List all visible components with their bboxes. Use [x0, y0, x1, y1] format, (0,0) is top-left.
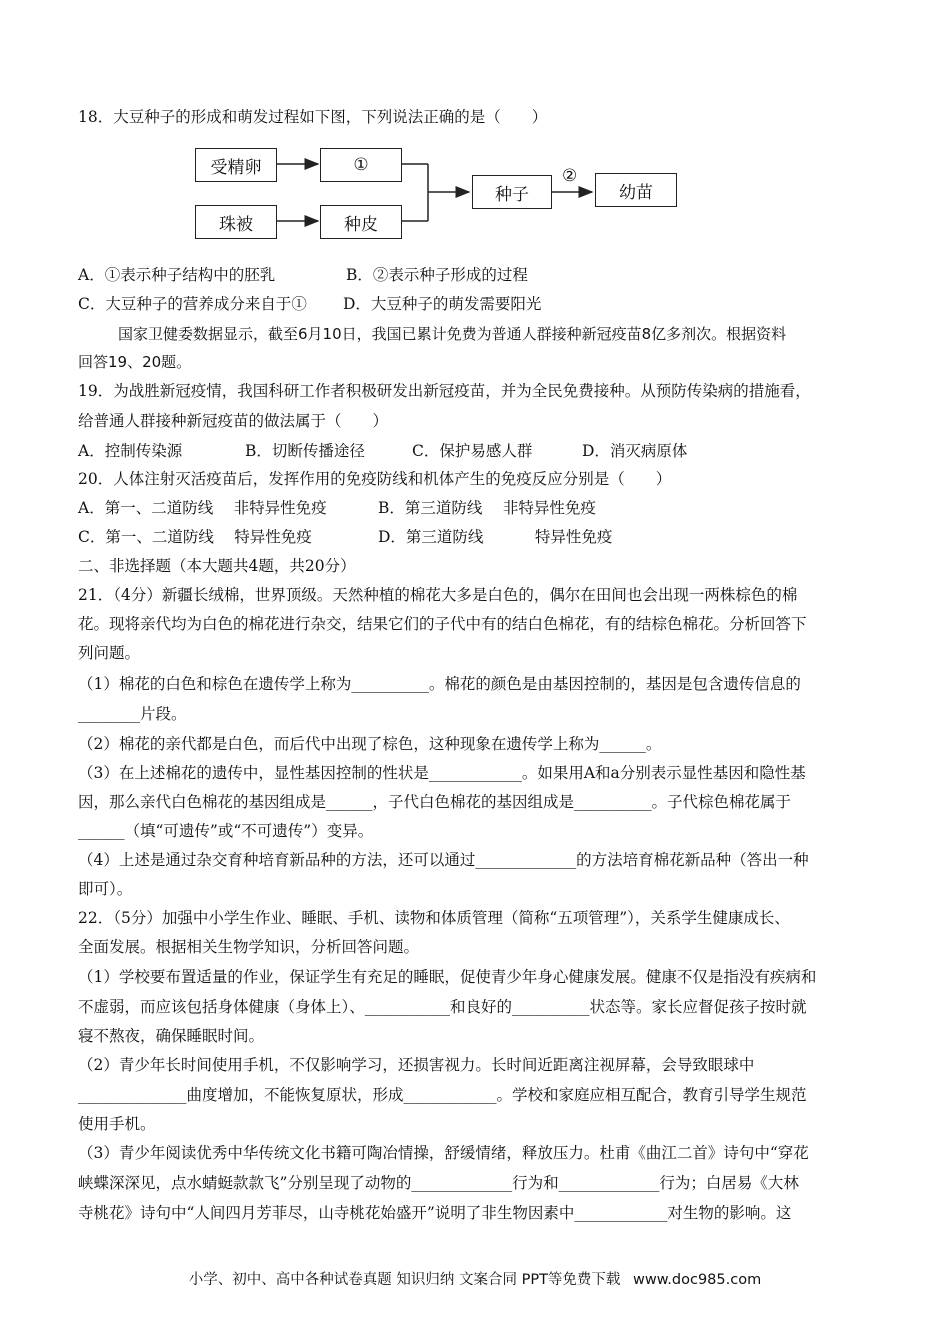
q18-options-row1 — [78, 264, 880, 286]
q20-stem: 20．人体注射灭活疫苗后，发挥作用的免疫防线和机体产生的免疫反应分别是（ ） — [78, 470, 672, 488]
footer-text: 小学、初中、高中各种试卷真题 知识归纳 文案合同 PPT等免费下载 — [188, 1272, 621, 1288]
q21-part4-line2: 即可）。 — [78, 880, 133, 898]
q21-part1-line1: （1）棉花的白色和棕色在遗传学上称为__________。棉花的颜色是由基因控制的，基因是包含遗传信息的 — [78, 675, 801, 693]
q20-options-row1 — [78, 497, 880, 519]
q22-part2-line1: （2）青少年长时间使用手机，不仅影响学习，还损害视力。长时间近距离注视屏幕，会导致眼球中 — [78, 1056, 755, 1074]
q19-option-a[interactable]: A．控制传染源 — [78, 442, 183, 460]
box-structure-1: ① — [320, 148, 402, 182]
q19-stem-line1: 19．为战胜新冠疫情，我国科研工作者积极研发出新冠疫苗，并为全民免费接种。从预防传染病的措施看， — [78, 382, 811, 400]
q18-stem: 18．大豆种子的形成和萌发过程如下图，下列说法正确的是（ ） — [78, 108, 548, 126]
q18-option-b[interactable]: B．②表示种子形成的过程 — [346, 266, 528, 284]
box-seedling: 幼苗 — [595, 173, 677, 207]
q22-stem-line2: 全面发展。根据相关生物学知识，分析回答问题。 — [78, 938, 420, 956]
q20-option-c[interactable]: C．第一、二道防线 特异性免疫 — [78, 528, 312, 546]
page-footer — [0, 1268, 950, 1289]
q19-options-row — [78, 440, 880, 462]
q20-options-row2 — [78, 526, 880, 548]
q21-part3-line3: ______（填“可遗传”或“不可遗传”）变异。 — [78, 822, 374, 840]
q21-part1-line2: ________片段。 — [78, 705, 187, 723]
q21-part3-line2: 因，那么亲代白色棉花的基因组成是______，子代白色棉花的基因组成是__________。子代棕色棉花属于 — [78, 793, 792, 811]
q22-part3-line1: （3）青少年阅读优秀中华传统文化书籍可陶冶情操，舒缓情绪，释放压力。杜甫《曲江二首》诗句中“穿花 — [78, 1144, 809, 1162]
q19-stem-line2: 给普通人群接种新冠疫苗的做法属于（ ） — [78, 412, 389, 430]
q22-part2-line2: ______________曲度增加，不能恢复原状，形成____________。学校和家庭应相互配合，教育引导学生规范 — [78, 1086, 807, 1104]
q21-stem-line2: 花。现将亲代均为白色的棉花进行杂交，结果它们的子代中有的结白色棉花，有的结棕色棉花。分析回答下 — [78, 615, 807, 633]
q22-stem-line1: 22．（5分）加强中小学生作业、睡眠、手机、读物和体质管理（简称“五项管理”），关系学生健康成长、 — [78, 909, 790, 927]
intro-line1: 国家卫健委数据显示，截至6月10日，我国已累计免费为普通人群接种新冠疫苗8亿多剂次。根据资料 — [118, 325, 787, 343]
box-fertilized-egg: 受精卵 — [195, 148, 277, 182]
q20-option-a[interactable]: A．第一、二道防线 非特异性免疫 — [78, 499, 327, 517]
seed-formation-diagram — [190, 142, 690, 242]
q22-part1-line2: 不虚弱，而应该包括身体健康（身体上）、___________和良好的__________状态等。家长应督促孩子按时就 — [78, 998, 807, 1016]
intro-line2: 回答19、20题。 — [78, 353, 192, 371]
box-integument: 珠被 — [195, 205, 277, 239]
q18-option-c[interactable]: C．大豆种子的营养成分来自于① — [78, 295, 307, 313]
q21-stem-line1: 21．（4分）新疆长绒棉，世界顶级。天然种植的棉花大多是白色的，偶尔在田间也会出现一两株棕色的棉 — [78, 586, 798, 604]
q22-part2-line3: 使用手机。 — [78, 1115, 156, 1133]
q20-option-d[interactable]: D．第三道防线 特异性免疫 — [378, 528, 613, 546]
q19-option-c[interactable]: C．保护易感人群 — [412, 442, 533, 460]
q22-part1-line3: 寝不熬夜，确保睡眠时间。 — [78, 1027, 265, 1045]
footer-url-link[interactable]: www.doc985.com — [633, 1272, 762, 1288]
q21-part2-line1: （2）棉花的亲代都是白色，而后代中出现了棕色，这种现象在遗传学上称为______。 — [78, 735, 662, 753]
q21-stem-line3: 列问题。 — [78, 644, 141, 662]
q18-options-row2 — [78, 293, 880, 315]
label-process-2: ② — [562, 166, 578, 186]
q21-part4-line1: （4）上述是通过杂交育种培育新品种的方法，还可以通过_____________的方法培育棉花新品种（答出一种 — [78, 851, 809, 869]
q21-part3-line1: （3）在上述棉花的遗传中，显性基因控制的性状是____________。如果用A和a分别表示显性基因和隐性基 — [78, 764, 806, 782]
q20-option-b[interactable]: B．第三道防线 非特异性免疫 — [378, 499, 596, 517]
box-seed-coat: 种皮 — [320, 205, 402, 239]
q22-part1-line1: （1）学校要布置适量的作业，保证学生有充足的睡眠，促使青少年身心健康发展。健康不仅是指没有疾病和 — [78, 968, 817, 986]
q22-part3-line2: 峡蝶深深见，点水蜻蜓款款飞”分别呈现了动物的_____________行为和_____________行为；白居易《大林 — [78, 1174, 799, 1192]
q18-option-d[interactable]: D．大豆种子的萌发需要阳光 — [343, 295, 542, 313]
q19-option-b[interactable]: B．切断传播途径 — [245, 442, 365, 460]
q19-option-d[interactable]: D．消灭病原体 — [582, 442, 688, 460]
q18-option-a[interactable]: A．①表示种子结构中的胚乳 — [78, 266, 276, 284]
box-seed: 种子 — [472, 175, 552, 209]
q22-part3-line3: 寺桃花》诗句中“人间四月芳菲尽，山寺桃花始盛开”说明了非生物因素中____________对生物的影响。这 — [78, 1204, 792, 1222]
section-2-heading: 二、非选择题（本大题共4题，共20分） — [78, 557, 356, 575]
